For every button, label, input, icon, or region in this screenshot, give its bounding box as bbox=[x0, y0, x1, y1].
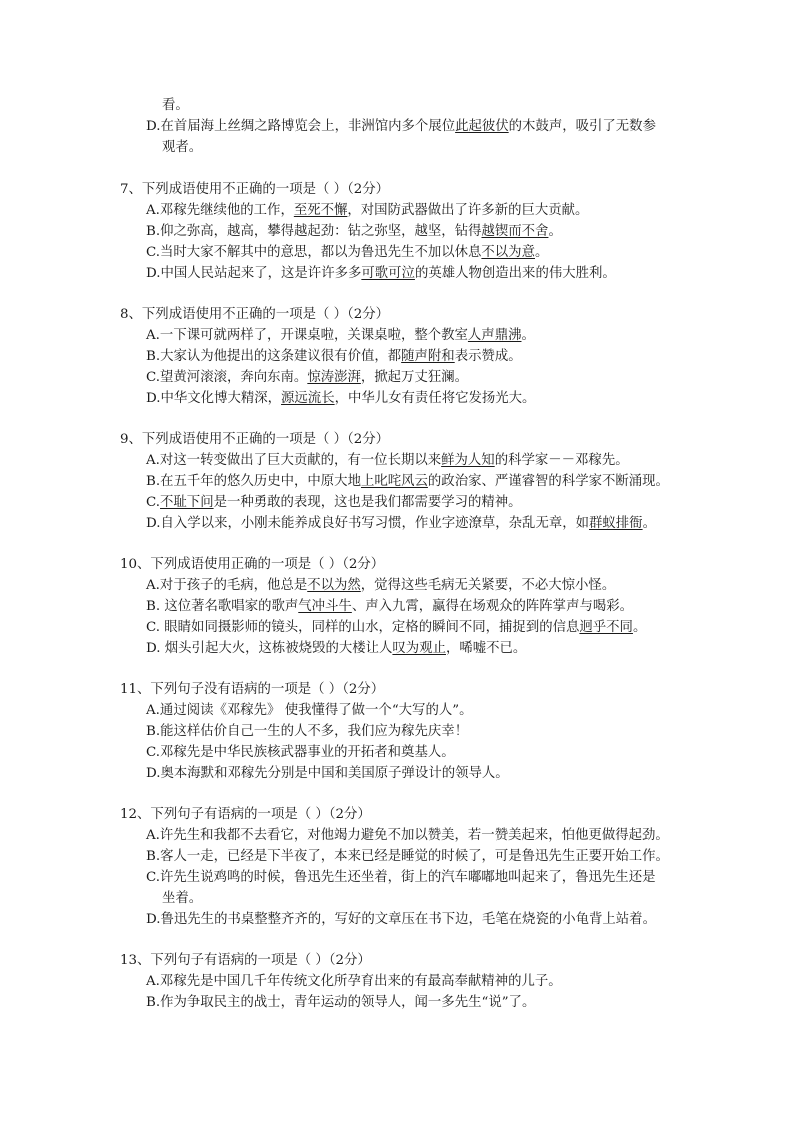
option-text: B.在五千年的悠久历史中，中原大地 bbox=[146, 474, 361, 489]
option-text: A.一下课可就两样了，开课桌啦，关课桌啦，整个教室 bbox=[146, 328, 468, 343]
question-9-option-a bbox=[146, 451, 629, 471]
option-text: D.中国人民站起来了，这是许许多多 bbox=[146, 266, 362, 281]
underlined-phrase: 随声附和 bbox=[401, 349, 455, 364]
option-text: ，对国防武器做出了许多新的巨大贡献。 bbox=[347, 203, 589, 218]
option-text: A.邓稼先继续他的工作， bbox=[146, 203, 294, 218]
option-text: 的政治家、严谨睿智的科学家不断涌现。 bbox=[427, 474, 669, 489]
option-text: A.对这一转变做出了巨大贡献的，有一位长期以来 bbox=[146, 453, 442, 468]
option-text: A.对于孩子的毛病，他总是 bbox=[146, 578, 308, 593]
underlined-phrase: 鲜为人知 bbox=[441, 453, 495, 468]
question-7-option-a bbox=[146, 201, 588, 221]
option-text: 。 bbox=[632, 620, 647, 635]
question-10-option-a bbox=[146, 576, 615, 596]
question-11-stem: 11、下列句子没有语病的一项是（ ）（2分） bbox=[120, 682, 385, 697]
underlined-phrase: 群蚁排衙 bbox=[589, 516, 643, 531]
option-text: 的科学家－－邓稼先。 bbox=[494, 453, 629, 468]
question-12-option-a: A.许先生和我都不去看它，对他竭力避免不加以赞美，若一赞美起来，怕他更做得起劲。 bbox=[146, 828, 669, 843]
underlined-phrase: 此起彼伏 bbox=[455, 119, 509, 134]
question-8-option-b bbox=[146, 347, 522, 367]
underlined-phrase: 惊涛澎湃 bbox=[307, 370, 361, 385]
question-7-option-b bbox=[146, 222, 562, 242]
question-12-option-d: D.鲁迅先生的书桌整整齐齐的，写好的文章压在书下边，毛笔在烧瓷的小龟背上站着。 bbox=[146, 912, 656, 927]
option-text: 。 bbox=[521, 328, 535, 343]
question-13-option-b: B.作为争取民主的战士，青年运动的领导人，闻一多先生“说”了。 bbox=[146, 995, 536, 1010]
option-text: C. bbox=[146, 495, 161, 510]
option-text: ，中华儿女有责任将它发扬光大。 bbox=[334, 391, 536, 406]
question-8-option-d bbox=[146, 389, 535, 409]
question-10-option-d bbox=[146, 639, 526, 659]
underlined-phrase: 气冲斗牛 bbox=[298, 599, 352, 614]
question-10-stem: 10、下列成语使用正确的一项是（ ）（2分） bbox=[120, 557, 385, 572]
option-text: 。 bbox=[534, 245, 549, 260]
question-11-option-b: B.能这样估价自己一生的人不多，我们应为稼先庆幸！ bbox=[146, 724, 469, 739]
question-7-option-d bbox=[146, 264, 616, 284]
option-text: D.自入学以来，小刚未能养成良好书写习惯，作业字迹潦草，杂乱无章，如 bbox=[146, 516, 590, 531]
underlined-phrase: 至死不懈 bbox=[293, 203, 348, 218]
underlined-phrase: 不以为然 bbox=[307, 578, 361, 593]
question-11-option-c: C.邓稼先是中华民族核武器事业的开拓者和奠基人。 bbox=[146, 745, 455, 760]
underlined-phrase: 叹为观止 bbox=[392, 641, 446, 656]
underlined-phrase: 可歌可泣 bbox=[361, 266, 415, 281]
underlined-phrase: 上叱咤风云 bbox=[360, 474, 428, 489]
prev-option-d-continuation: 观者。 bbox=[162, 140, 203, 155]
option-text: D. 烟头引起大火，这栋被烧毁的大楼让人 bbox=[146, 641, 393, 656]
prev-option-c-continuation: 看。 bbox=[162, 98, 189, 113]
underlined-phrase: 迥乎不同 bbox=[579, 620, 633, 635]
option-text: ，唏嘘不已。 bbox=[445, 641, 527, 656]
option-text: 。 bbox=[548, 224, 562, 239]
question-7-option-c bbox=[146, 243, 548, 263]
question-11-option-a: A.通过阅读《邓稼先》 使我懂得了做一个“大写的人”。 bbox=[146, 703, 473, 718]
option-text: 。 bbox=[642, 516, 656, 531]
option-text: D.中华文化博大精深， bbox=[146, 391, 282, 406]
question-12-option-c-continuation: 坐着。 bbox=[162, 891, 203, 906]
underlined-phrase: 不以为意 bbox=[481, 245, 535, 260]
question-9-option-b bbox=[146, 472, 669, 492]
option-text: 的英雄人物创造出来的伟大胜利。 bbox=[414, 266, 616, 281]
option-text: 是一种勇敢的表现，这也是我们都需要学习的精神。 bbox=[213, 495, 522, 510]
option-text: C.当时大家不解其中的意思，都以为鲁迅先生不加以休息 bbox=[146, 245, 482, 260]
option-text: C. 眼睛如同摄影师的镜头，同样的山水，定格的瞬间不同，捕捉到的信息 bbox=[146, 620, 580, 635]
question-8-option-c bbox=[146, 368, 468, 388]
question-10-option-c bbox=[146, 618, 646, 638]
underlined-phrase: 人声鼎沸 bbox=[467, 328, 522, 343]
option-text: ，觉得这些毛病无关紧要，不必大惊小怪。 bbox=[360, 578, 616, 593]
underlined-phrase: 不耻下问 bbox=[160, 495, 214, 510]
option-text: 的木鼓声，吸引了无数参 bbox=[508, 119, 656, 134]
question-12-option-c: C.许先生说鸡鸣的时候，鲁迅先生还坐着，街上的汽车嘟嘟地叫起来了，鲁迅先生还是 bbox=[146, 870, 656, 885]
question-9-option-c bbox=[146, 493, 522, 513]
question-9-option-d bbox=[146, 514, 656, 534]
question-7-stem: 7、下列成语使用不正确的一项是（ ）（2分） bbox=[120, 182, 390, 197]
question-13-stem: 13、下列句子有语病的一项是（ ）（2分） bbox=[120, 953, 371, 968]
question-12-option-b: B.客人一走，已经是下半夜了，本来已经是睡觉的时候了，可是鲁迅先生正要开始工作。 bbox=[146, 849, 669, 864]
question-8-stem: 8、下列成语使用不正确的一项是（ ）（2分） bbox=[120, 307, 390, 322]
option-text: C.望黄河滚滚，奔向东南。 bbox=[146, 370, 308, 385]
prev-option-d bbox=[146, 117, 656, 137]
question-11-option-d: D.奥本海默和邓稼先分别是中国和美国原子弹设计的领导人。 bbox=[146, 766, 509, 781]
question-12-stem: 12、下列句子有语病的一项是（ ）（2分） bbox=[120, 807, 371, 822]
option-text: 表示赞成。 bbox=[454, 349, 522, 364]
question-13-option-a: A.邓稼先是中国几千年传统文化所孕育出来的有最高奉献精神的儿子。 bbox=[146, 974, 562, 989]
option-text: 在首届海上丝绸之路博览会上，非洲馆内多个展位 bbox=[160, 119, 456, 134]
question-8-option-a bbox=[146, 326, 535, 346]
question-9-stem: 9、下列成语使用不正确的一项是（ ）（2分） bbox=[120, 432, 390, 447]
question-10-option-b bbox=[146, 597, 633, 617]
underlined-phrase: 源远流长 bbox=[281, 391, 335, 406]
option-text: B.大家认为他提出的这条建议很有价值，都 bbox=[146, 349, 402, 364]
underlined-phrase: 越锲而不舍 bbox=[481, 224, 549, 239]
option-text: ，掀起万丈狂澜。 bbox=[360, 370, 469, 385]
option-label: D. bbox=[146, 119, 161, 134]
option-text: B.仰之弥高，越高，攀得越起劲：钻之弥坚，越坚，钻得 bbox=[146, 224, 482, 239]
option-text: 、声入九霄，赢得在场观众的阵阵掌声与喝彩。 bbox=[351, 599, 634, 614]
option-text: B. 这位著名歌唱家的歌声 bbox=[146, 599, 299, 614]
